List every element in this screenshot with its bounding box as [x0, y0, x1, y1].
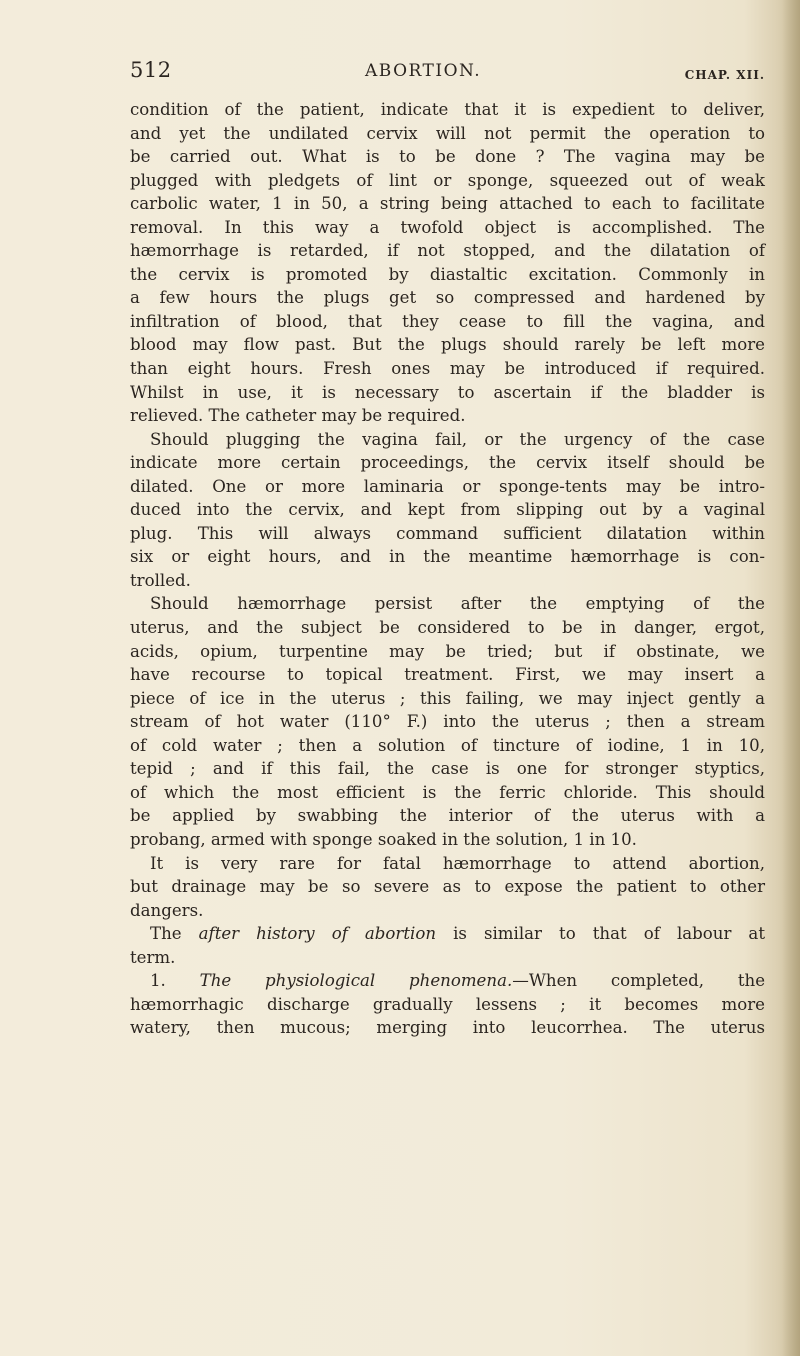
page-number: 512 — [130, 58, 172, 82]
text-line: Should hæmorrhage persist after the emptying of the — [150, 594, 765, 614]
text-line: uterus, and the subject be considered to be in danger, ergot, — [130, 618, 765, 638]
text-line: a few hours the plugs get so compressed and hardened by — [130, 288, 765, 308]
text-line: trolled. — [130, 570, 191, 590]
text-line: be applied by swabbing the interior of the uterus with a — [130, 806, 765, 826]
text-line: hæmorrhagic discharge gradually lessens ; it becomes more — [130, 994, 765, 1014]
text-line: of cold water ; then a solution of tincture of iodine, 1 in 10, — [130, 735, 765, 755]
text-line: the cervix is promoted by diastaltic excitation. Commonly in — [130, 264, 765, 284]
text-line: plugged with pledgets of lint or sponge, squeezed out of weak — [130, 170, 765, 190]
text-line: watery, then mucous; merging into leucorrhea. The uterus — [130, 1018, 765, 1038]
text-line: condition of the patient, indicate that it is expedient to deliver, — [130, 100, 765, 119]
text-line: duced into the cervix, and kept from slipping out by a vaginal — [130, 500, 765, 520]
text-line: tepid ; and if this fail, the case is one for stronger styptics, — [130, 759, 765, 779]
text-line: Whilst in use, it is necessary to ascertain if the bladder is — [130, 382, 765, 402]
text-line: have recourse to topical treatment. First, we may insert a — [130, 665, 765, 685]
running-title: ABORTION. — [365, 61, 482, 81]
text-line: be carried out. What is to be done ? The vagina may be — [130, 147, 765, 167]
page-edge-shadow — [782, 0, 800, 1356]
text-line-term: term. — [130, 947, 176, 967]
text-line: and yet the undilated cervix will not permit the operation to — [130, 123, 765, 143]
text-line: probang, armed with sponge soaked in the solution, 1 in 10. — [130, 829, 637, 849]
text-line-physio: 1. The physiological phenomena.—When completed, the — [150, 971, 766, 991]
italic-phrase: after history of abortion — [198, 924, 437, 944]
italic-heading: The physiological phenomena. — [199, 971, 513, 991]
text-line: relieved. The catheter may be required. — [130, 406, 466, 426]
body-text — [130, 98, 765, 1040]
paragraph-lines — [130, 98, 765, 922]
text-line: but drainage may be so severe as to expose the patient to other — [130, 877, 765, 897]
text-line: acids, opium, turpentine may be tried; but if obstinate, we — [130, 641, 765, 661]
text-line: indicate more certain proceedings, the cervix itself should be — [130, 453, 765, 473]
page-header — [130, 58, 765, 84]
text-line-history: The after history of abortion is similar to that of labour at — [150, 924, 765, 944]
text-line: It is very rare for fatal hæmorrhage to attend abortion, — [150, 853, 765, 873]
text-line: removal. In this way a twofold object is accomplished. The — [130, 217, 765, 237]
text-line: six or eight hours, and in the meantime hæmorrhage is con- — [130, 547, 765, 567]
text-line: stream of hot water (110° F.) into the uterus ; then a stream — [130, 712, 765, 732]
text-line: dilated. One or more laminaria or sponge-tents may be intro- — [130, 476, 765, 496]
chapter-label: CHAP. XII. — [684, 68, 765, 82]
text-line: than eight hours. Fresh ones may be introduced if required. — [130, 359, 765, 379]
text-line: blood may flow past. But the plugs should rarely be left more — [130, 335, 765, 355]
text-line: plug. This will always command sufficient dilatation within — [130, 523, 765, 543]
text-line: infiltration of blood, that they cease to fill the vagina, and — [130, 311, 765, 331]
text-line: hæmorrhage is retarded, if not stopped, and the dilatation of — [130, 241, 765, 261]
text-line: carbolic water, 1 in 50, a string being attached to each to facilitate — [130, 194, 765, 214]
text-line: piece of ice in the uterus ; this failing, we may inject gently a — [130, 688, 765, 708]
text-line: Should plugging the vagina fail, or the urgency of the case — [150, 429, 765, 449]
text-line: dangers. — [130, 900, 204, 920]
text-line: of which the most efficient is the ferric chloride. This should — [130, 782, 765, 802]
